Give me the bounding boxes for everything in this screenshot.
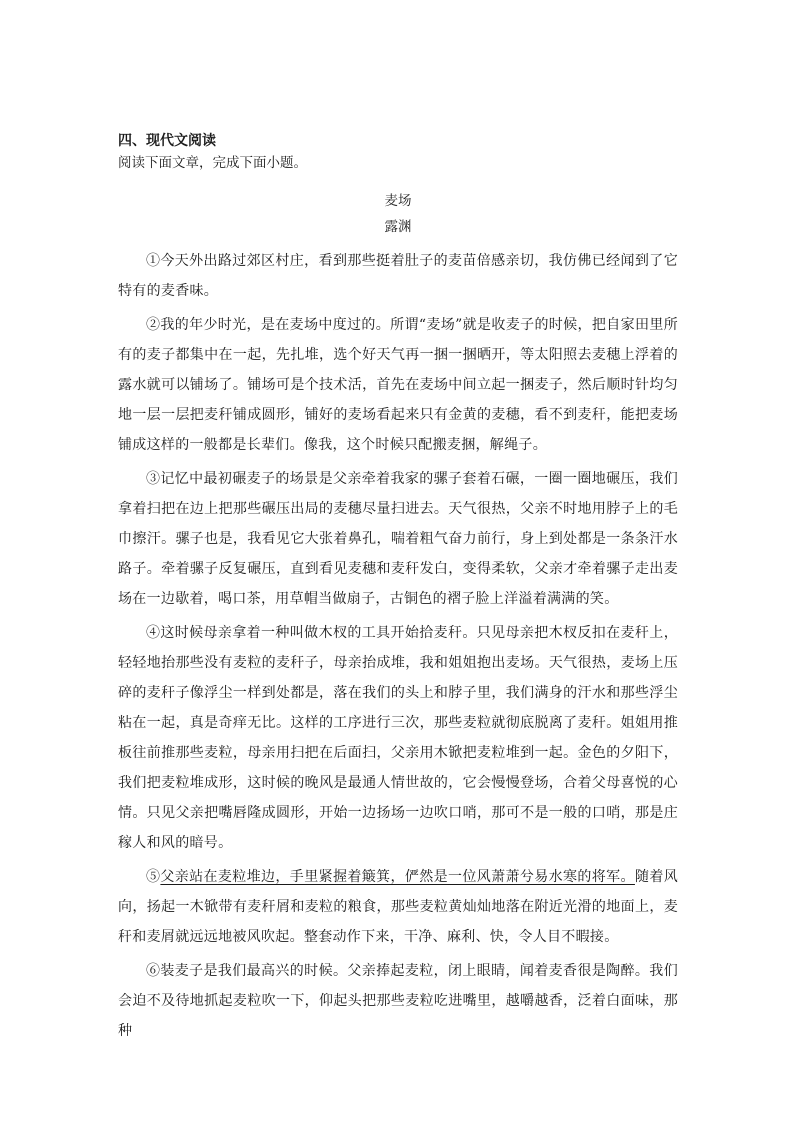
paragraph-4: ④这时候母亲拿着一种叫做木杈的工具开始拾麦秆。只见母亲把木杈反扣在麦秆上，轻轻地抬那些没有麦粒的麦秆子，母亲抬成堆，我和姐姐抱出麦场。天气很热，麦场上压碎的麦秆子像浮尘一样到处都是，落在我们的头上和脖子里，我们满身的汗水和那些浮尘粘在一起，真是奇痒无比。这样的工序进行三次，那些麦粒就彻底脱离了麦秆。姐姐用推板往前推那些麦粒，母亲用扫把在后面扫，父亲用木锨把麦粒堆到一起。金色的夕阳下，我们把麦粒堆成形，这时候的晚风是最通人情世故的，它会慢慢登场，合着父母喜悦的心情。只见父亲把嘴唇隆成圆形，开始一边扬场一边吹口哨，那可不是一般的口哨，那是庄稼人和风的暗号。 [118, 625, 678, 851]
article-title: 麦场 [384, 193, 412, 209]
reading-instruction: 阅读下面文章，完成下面小题。 [118, 155, 307, 171]
paragraph-3: ③记忆中最初碾麦子的场景是父亲牵着我家的骡子套着石碾，一圈一圈地碾压，我们拿着扫把在边上把那些碾压出局的麦穗尽量扫进去。天气很热，父亲不时地用脖子上的毛巾擦汗。骡子也是，我看见它大张着鼻孔，喘着粗气奋力前行，身上到处都是一条条汗水路子。牵着骡子反复碾压，直到看见麦穗和麦秆发白，变得柔软，父亲才牵着骡子走出麦场在一边歇着，喝口茶，用草帽当做扇子，古铜色的褶子脸上洋溢着满满的笑。 [118, 471, 678, 607]
underlined-sentence: 父亲站在麦粒堆边，手里紧握着簸箕，俨然是一位风萧萧兮易水寒的将军。 [160, 869, 635, 885]
paragraph-5 [118, 862, 678, 952]
section-heading: 四、现代文阅读 [118, 133, 216, 149]
paragraph-5-rest: 随着风向，扬起一木锨带有麦秆屑和麦粒的粮食，那些麦粒黄灿灿地落在附近光滑的地面上，麦秆和麦屑就远远地被风吹起。整套动作下来，干净、麻利、快，令人目不暇接。 [118, 869, 678, 945]
paragraph-6: ⑥装麦子是我们最高兴的时候。父亲捧起麦粒，闭上眼睛，闻着麦香很是陶醉。我们会迫不及待地抓起麦粒吹一下，仰起头把那些麦粒吃进嘴里，越嚼越香，泛着白面味，那种 [118, 963, 678, 1039]
paragraph-5-number: ⑤ [146, 869, 161, 885]
paragraph-1: ①今天外出路过郊区村庄，看到那些挺着肚子的麦苗倍感亲切，我仿佛已经闻到了它特有的麦香味。 [118, 253, 678, 299]
paragraph-2: ②我的年少时光，是在麦场中度过的。所谓“麦场”就是收麦子的时候，把自家田里所有的麦子都集中在一起，先扎堆，选个好天气再一捆一捆晒开，等太阳照去麦穗上浮着的露水就可以铺场了。铺场可是个技术活，首先在麦场中间立起一捆麦子，然后顺时针均匀地一层一层把麦秆铺成圆形，铺好的麦场看起来只有金黄的麦穗，看不到麦秆，能把麦场铺成这样的一般都是长辈们。像我，这个时候只配搬麦捆，解绳子。 [118, 317, 678, 453]
document-page [118, 130, 678, 1050]
article-author: 露渊 [384, 219, 412, 235]
